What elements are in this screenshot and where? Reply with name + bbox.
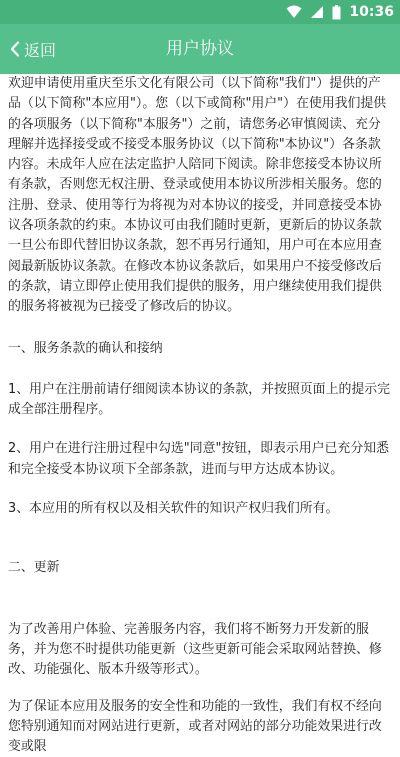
signal-icon	[310, 5, 324, 19]
app-bar	[0, 24, 400, 74]
status-bar	[0, 0, 400, 24]
section-1-title: 一、服务条款的确认和接纳	[8, 340, 163, 356]
section-1-item-2: 2、用户在进行注册过程中勾选"同意"按钮，即表示用户已充分知悉和完全接受本协议项下全部条款，进而与甲方达成本协议。	[8, 441, 389, 477]
agreement-content[interactable]	[8, 74, 393, 757]
back-button[interactable]	[10, 24, 56, 74]
section-2-para-1: 为了改善用户体验、完善服务内容，我们将不断努力开发新的服务，并为您不时提供功能更新（这些更新可能会采取网站替换、修改、功能强化、版本升级等形式）。	[8, 621, 382, 678]
section-1-item-3: 3、本应用的所有权以及相关软件的知识产权归我们所有。	[8, 501, 339, 517]
chevron-left-icon	[10, 41, 20, 57]
status-time: 10:36	[349, 4, 394, 20]
agreement-intro: 欢迎申请使用重庆至乐文化有限公司（以下简称"我们"）提供的产品（以下简称"本应用"）。您（以下或简称"用户"）在使用我们提供的各项服务（以下简称"本服务"）之前，请您务必审慎阅读、充分理解并选择接受或不接受本服务协议（以下简称"本协议"）各条款内容。未成年人应在法定监护人陪同下阅读。除非您接受本协议所有条款，否则您无权注册、登录或使用本协议所涉相关服务。您的注册、登录、使用等行为将视为对本协议的接受，并同意接受本协议各项条款的约束。本协议可由我们随时更新，更新后的协议条款一旦公布即代替旧协议条款，恕不再另行通知，用户可在本应用查阅最新版协议条款。在修改本协议条款后，如果用户不接受修改后的条款，请立即停止使用我们提供的服务，用户继续使用我们提供的服务将被视为已接受了修改后的协议。	[8, 76, 387, 315]
section-2-para-2: 为了保证本应用及服务的安全性和功能的一致性，我们有权不经向您特别通知而对网站进行更新，或者对网站的部分功能效果进行改变或限	[8, 698, 382, 755]
battery-icon	[332, 5, 341, 20]
back-label: 返回	[24, 40, 57, 60]
section-2-title: 二、更新	[8, 560, 60, 576]
wifi-icon	[286, 5, 302, 19]
section-1-item-1: 1、用户在注册前请仔细阅读本协议的条款，并按照页面上的提示完成全部注册程序。	[8, 381, 391, 418]
status-icons	[286, 3, 394, 21]
page-title: 用户协议	[166, 39, 234, 59]
